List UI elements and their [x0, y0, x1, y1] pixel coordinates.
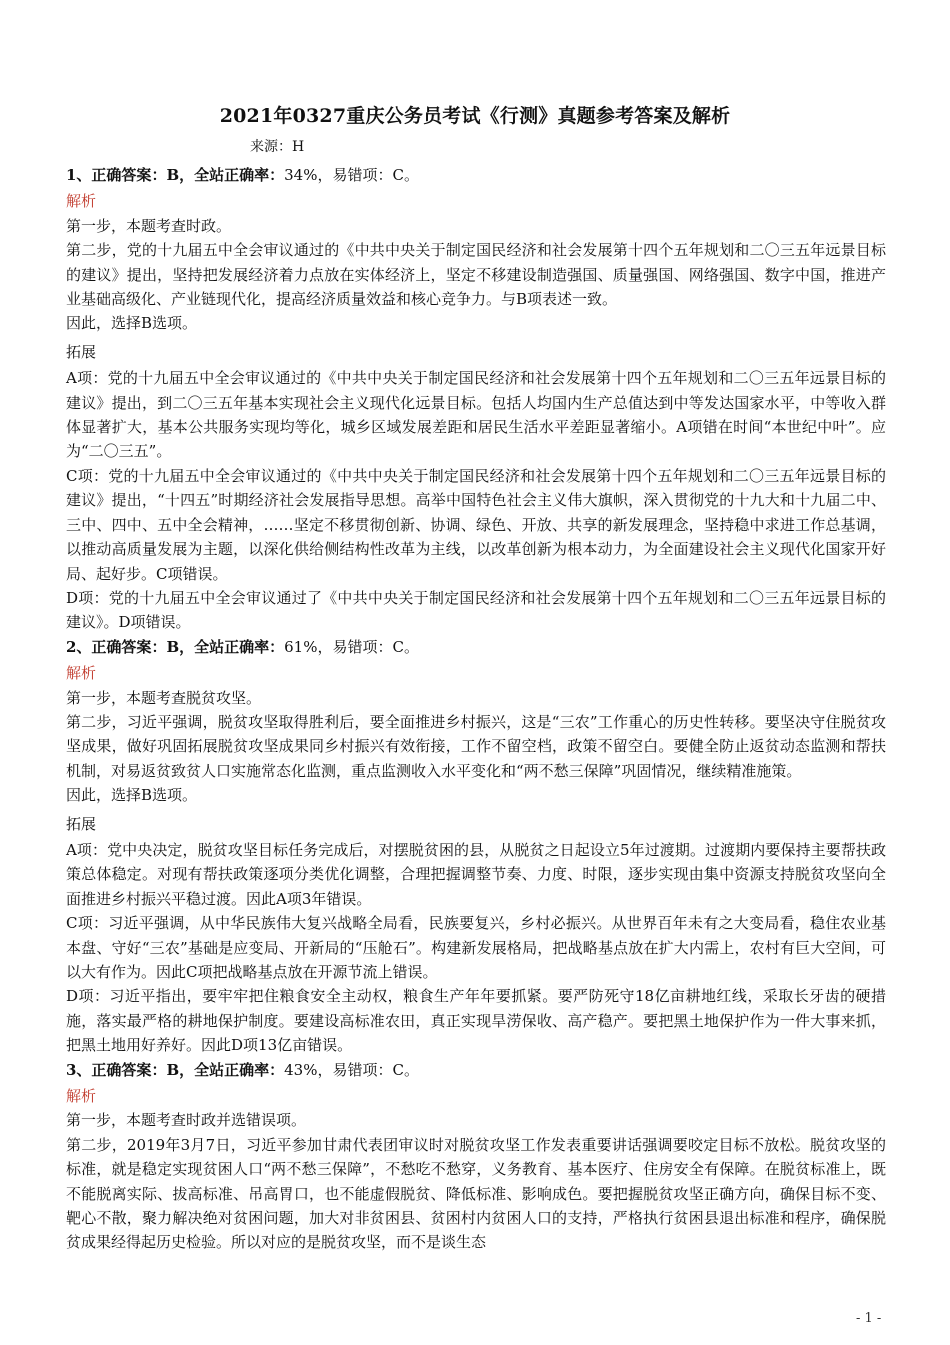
source-line: 来源：H	[250, 139, 305, 155]
q2-jiexi-heading: 解析	[66, 664, 97, 683]
q2-tuozhan-heading: 拓展	[66, 814, 97, 833]
q1-option-c: C项：党的十九届五中全会审议通过的《中共中央关于制定国民经济和社会发展第十四个五年规划和二〇三五年远景目标的建议》提出，“十四五”时期经济社会发展指导思想。高举中国特色社会主义伟大旗帜，深入贯彻党的十九大和十九届二中、三中、四中、五中全会精神，……坚定不移贯彻创新、协调、绿色、开放、共享的新发展理念，坚持稳中求进工作总基调，以推动高质量发展为主题，以深化供给侧结构性改革为主线，以改革创新为根本动力，为全面建设社会主义现代化国家开好局、起好步。C项错误。	[66, 466, 886, 583]
q1-option-d: D项：党的十九届五中全会审议通过了《中共中央关于制定国民经济和社会发展第十四个五年规划和二〇三五年远景目标的建议》。D项错误。	[66, 588, 886, 632]
q1-answer-line	[66, 163, 886, 187]
page-number: - 1 -	[856, 1311, 882, 1326]
document-title: 2021年0327重庆公务员考试《行测》真题参考答案及解析	[219, 105, 731, 127]
document-body	[66, 163, 886, 1255]
q3-answer-rate: 43%，易错项：C。	[284, 1060, 419, 1079]
q2-conclusion: 因此，选择B选项。	[66, 786, 198, 805]
q2-option-d: D项：习近平指出，要牢牢把住粮食安全主动权，粮食生产年年要抓紧。要严防死守18亿亩耕地红线，采取长牙齿的硬措施，落实最严格的耕地保护制度。要建设高标准农田，真正实现旱涝保收、高产稳产。要把黑土地保护作为一件大事来抓，把黑土地用好养好。因此D项13亿亩错误。	[66, 987, 886, 1055]
q3-step1: 第一步，本题考查时政并选错误项。	[66, 1111, 307, 1130]
q2-answer-line	[66, 635, 886, 659]
q1-tuozhan-heading: 拓展	[66, 342, 97, 361]
q2-answer-head: 2、正确答案：B，全站正确率：	[66, 637, 285, 656]
q3-step2: 第二步，2019年3月7日，习近平参加甘肃代表团审议时对脱贫攻坚工作发表重要讲话强调要咬定目标不放松。脱贫攻坚的标准，就是稳定实现贫困人口“两不愁三保障”，不愁吃不愁穿，义务教育、基本医疗、住房安全有保障。在脱贫标准上，既不能脱离实际、拔高标准、吊高胃口，也不能虚假脱贫、降低标准、影响成色。要把握脱贫攻坚正确方向，确保目标不变、靶心不散，聚力解决绝对贫困问题，加大对非贫困县、贫困村内贫困人口的支持，严格执行贫困县退出标准和程序，确保脱贫成果经得起历史检验。所以对应的是脱贫攻坚，而不是谈生态	[66, 1135, 886, 1252]
q1-step2: 第二步，党的十九届五中全会审议通过的《中共中央关于制定国民经济和社会发展第十四个五年规划和二〇三五年远景目标的建议》提出，坚持把发展经济着力点放在实体经济上，坚定不移建设制造强国、质量强国、网络强国、数字中国，推进产业基础高级化、产业链现代化，提高经济质量效益和核心竞争力。与B项表述一致。	[66, 241, 886, 309]
q1-answer-rate: 34%，易错项：C。	[284, 166, 419, 184]
q1-step1: 第一步，本题考查时政。	[66, 216, 232, 235]
q3-jiexi-heading: 解析	[66, 1087, 97, 1106]
q1-jiexi-heading: 解析	[66, 192, 97, 211]
q1-option-a: A项：党的十九届五中全会审议通过的《中共中央关于制定国民经济和社会发展第十四个五年规划和二〇三五年远景目标的建议》提出，到二〇三五年基本实现社会主义现代化远景目标。包括人均国内生产总值达到中等发达国家水平，中等收入群体显著扩大，基本公共服务实现均等化，城乡区域发展差距和居民生活水平差距显著缩小。A项错在时间“本世纪中叶”。应为“二〇三五”。	[66, 369, 886, 461]
q2-step1: 第一步，本题考查脱贫攻坚。	[66, 688, 262, 707]
q2-option-c: C项：习近平强调，从中华民族伟大复兴战略全局看，民族要复兴，乡村必振兴。从世界百年未有之大变局看，稳住农业基本盘、守好“三农”基础是应变局、开新局的“压舱石”。构建新发展格局，把战略基点放在扩大内需上，农村有巨大空间，可以大有作为。因此C项把战略基点放在开源节流上错误。	[66, 914, 886, 981]
q1-answer-head: 1、正确答案：B，全站正确率：	[66, 166, 285, 184]
q3-answer-head: 3、正确答案：B，全站正确率：	[66, 1060, 285, 1079]
q2-answer-rate: 61%，易错项：C。	[284, 637, 419, 656]
q2-option-a: A项：党中央决定，脱贫攻坚目标任务完成后，对摆脱贫困的县，从脱贫之日起设立5年过渡期。过渡期内要保持主要帮扶政策总体稳定。对现有帮扶政策逐项分类优化调整，合理把握调整节奏、力度、时限，逐步实现由集中资源支持脱贫攻坚向全面推进乡村振兴平稳过渡。因此A项3年错误。	[66, 840, 886, 908]
q2-step2: 第二步，习近平强调，脱贫攻坚取得胜利后，要全面推进乡村振兴，这是“三农”工作重心的历史性转移。要坚决守住脱贫攻坚成果，做好巩固拓展脱贫攻坚成果同乡村振兴有效衔接，工作不留空档，政策不留空白。要健全防止返贫动态监测和帮扶机制，对易返贫致贫人口实施常态化监测，重点监测收入水平变化和“两不愁三保障”巩固情况，继续精准施策。	[66, 712, 886, 780]
q3-answer-line	[66, 1058, 886, 1082]
q1-conclusion: 因此，选择B选项。	[66, 314, 198, 333]
